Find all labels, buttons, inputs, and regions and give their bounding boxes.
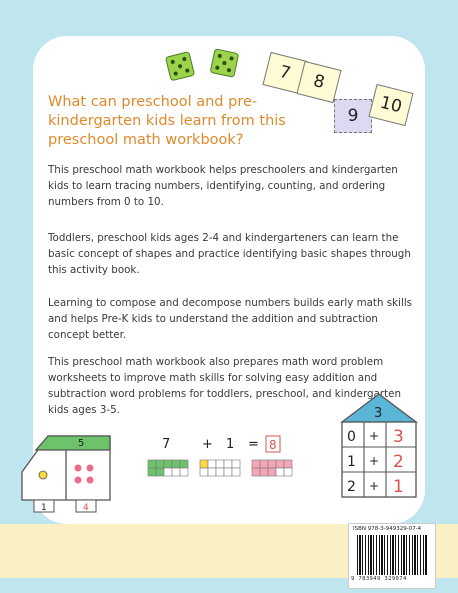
number-card-8: 8 [296, 61, 341, 103]
barcode-digits: 9 783949 329074 [351, 576, 407, 582]
barcode [348, 523, 436, 589]
bond-top: 5 [78, 438, 85, 449]
paragraph-4: This preschool math workbook also prepares math word problem worksheets to improve math skills for solving easy addition and subtraction word problems for toddlers, preschool, and kindergarten kids ages 3-5. [48, 356, 402, 416]
equation-illustration [142, 434, 302, 494]
paragraph-2: Toddlers, preschool kids ages 2-4 and kindergarteners can learn the basic concept of shapes and practice identifying basic shapes through this activity book. [48, 232, 411, 276]
dice-icon [164, 48, 244, 82]
barcode-bars [357, 535, 427, 575]
bond-left: 1 [41, 503, 47, 513]
number-card-10: 10 [368, 84, 413, 126]
eq-a: 7 [162, 437, 171, 452]
number-card-9: 9 [334, 99, 372, 133]
paragraph-3: Learning to compose and decompose numbers builds early math skills and helps Pre-K kids to understand the addition and subtraction concept better. [48, 297, 413, 341]
svg-text:2: 2 [393, 452, 404, 472]
svg-text:2: 2 [347, 479, 356, 495]
eq-op: + [202, 437, 213, 452]
house-illustration [338, 392, 420, 500]
number-card-7: 7 [262, 52, 307, 94]
bond-right: 4 [83, 503, 89, 513]
svg-text:+: + [369, 454, 380, 468]
svg-text:1: 1 [347, 454, 356, 470]
svg-text:3: 3 [393, 427, 404, 447]
svg-text:0: 0 [347, 429, 356, 445]
svg-text:1: 1 [393, 477, 404, 497]
heading: What can preschool and pre-kindergarten kids learn from this preschool math workbook? [48, 94, 286, 148]
svg-text:+: + [369, 429, 380, 443]
house-roof: 3 [374, 406, 383, 421]
svg-text:+: + [369, 479, 380, 493]
eq-result: 8 [269, 438, 277, 452]
eq-eq: = [248, 437, 259, 452]
number-bond-illustration [18, 424, 118, 514]
paragraph-1: This preschool math workbook helps preschoolers and kindergarten kids to learn tracing numbers, identifying, counting, and ordering numbers from 0 to 10. [48, 164, 398, 208]
isbn-label: ISBN 978-3-949329-07-4 [353, 526, 422, 532]
eq-b: 1 [226, 437, 235, 452]
